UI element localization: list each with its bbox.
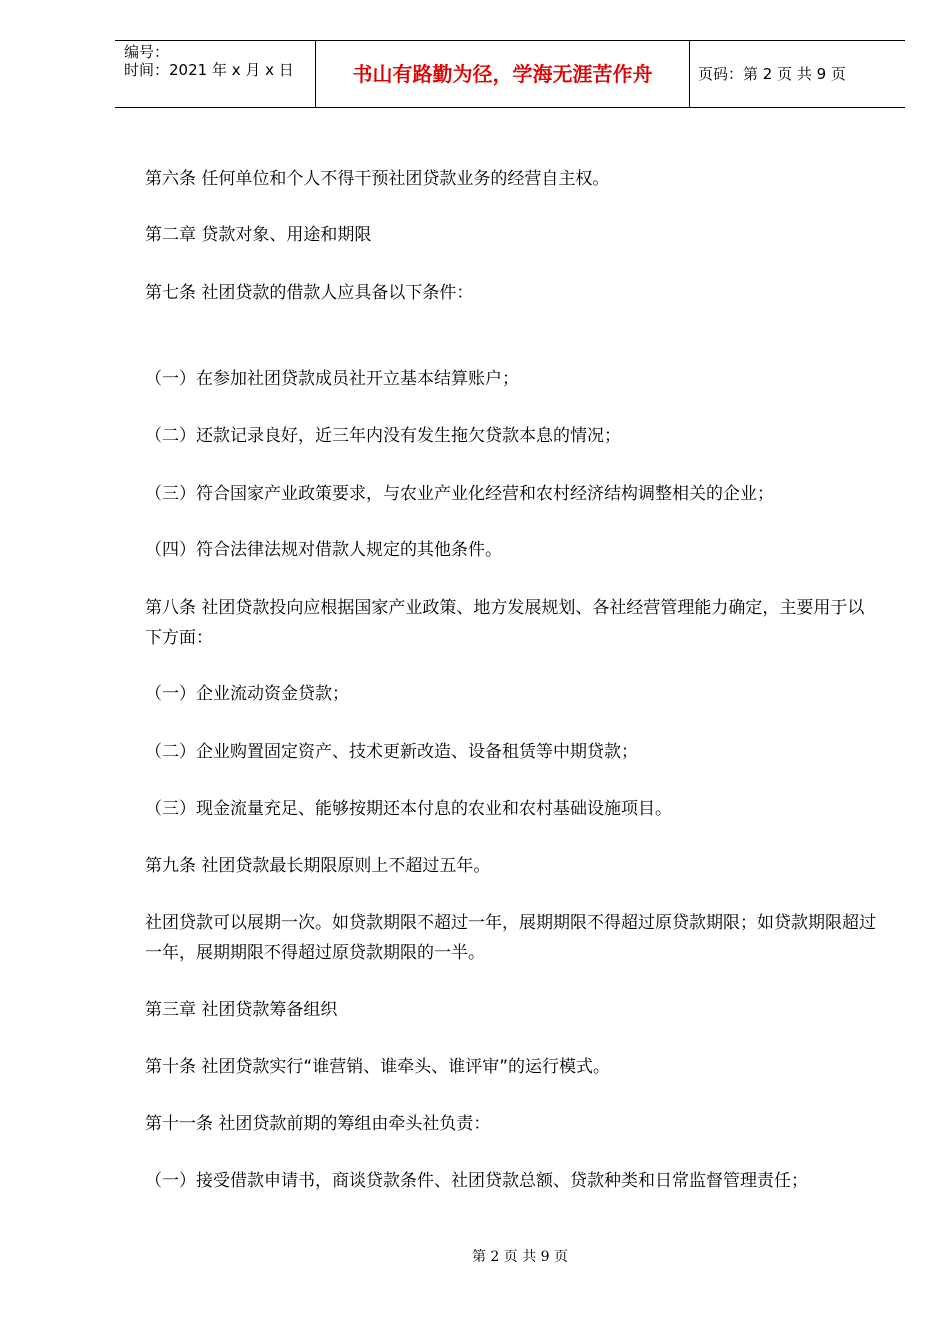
- chapter-heading: 第三章 社团贷款筹备组织: [145, 1000, 338, 1020]
- page-footer: 第 2 页 共 9 页: [471, 1249, 569, 1265]
- list-item: （三）符合国家产业政策要求，与农业产业化经营和农村经济结构调整相关的企业；: [145, 484, 774, 504]
- serial-number-label: 编号：: [124, 43, 170, 61]
- paragraph: 第八条 社团贷款投向应根据国家产业政策、地方发展规划、各社经营管理能力确定，主要用于以下方面：: [145, 598, 865, 648]
- header-page-info: 页码：第 2 页 共 9 页: [698, 65, 846, 83]
- chapter-heading: 第二章 贷款对象、用途和期限: [145, 225, 372, 245]
- list-item: （二）还款记录良好，近三年内没有发生拖欠贷款本息的情况；: [145, 426, 621, 446]
- header-motto: 书山有路勤为径，学海无涯苦作舟: [316, 41, 690, 107]
- paragraph: 第七条 社团贷款的借款人应具备以下条件：: [145, 283, 474, 303]
- page-header: [115, 40, 905, 108]
- list-item: （一）接受借款申请书，商谈贷款条件、社团贷款总额、贷款种类和日常监督管理责任；: [145, 1171, 808, 1191]
- paragraph: 第六条 任何单位和个人不得干预社团贷款业务的经营自主权。: [145, 169, 610, 189]
- list-item: （四）符合法律法规对借款人规定的其他条件。: [145, 540, 502, 560]
- paragraph: 第十条 社团贷款实行“谁营销、谁牵头、谁评审”的运行模式。: [145, 1057, 611, 1077]
- date-label: 时间：2021 年 x 月 x 日: [124, 61, 294, 79]
- list-item: （二）企业购置固定资产、技术更新改造、设备租赁等中期贷款；: [145, 742, 638, 762]
- list-item: （一）企业流动资金贷款；: [145, 684, 349, 704]
- list-item: （一）在参加社团贷款成员社开立基本结算账户；: [145, 369, 519, 389]
- paragraph: 第十一条 社团贷款前期的筹组由牵头社负责：: [145, 1114, 491, 1134]
- paragraph: 第九条 社团贷款最长期限原则上不超过五年。: [145, 856, 491, 876]
- header-meta: [115, 41, 316, 107]
- paragraph: 社团贷款可以展期一次。如贷款期限不超过一年，展期期限不得超过原贷款期限；如贷款期限超过一年，展期期限不得超过原贷款期限的一半。: [145, 913, 876, 963]
- list-item: （三）现金流量充足、能够按期还本付息的农业和农村基础设施项目。: [145, 799, 672, 819]
